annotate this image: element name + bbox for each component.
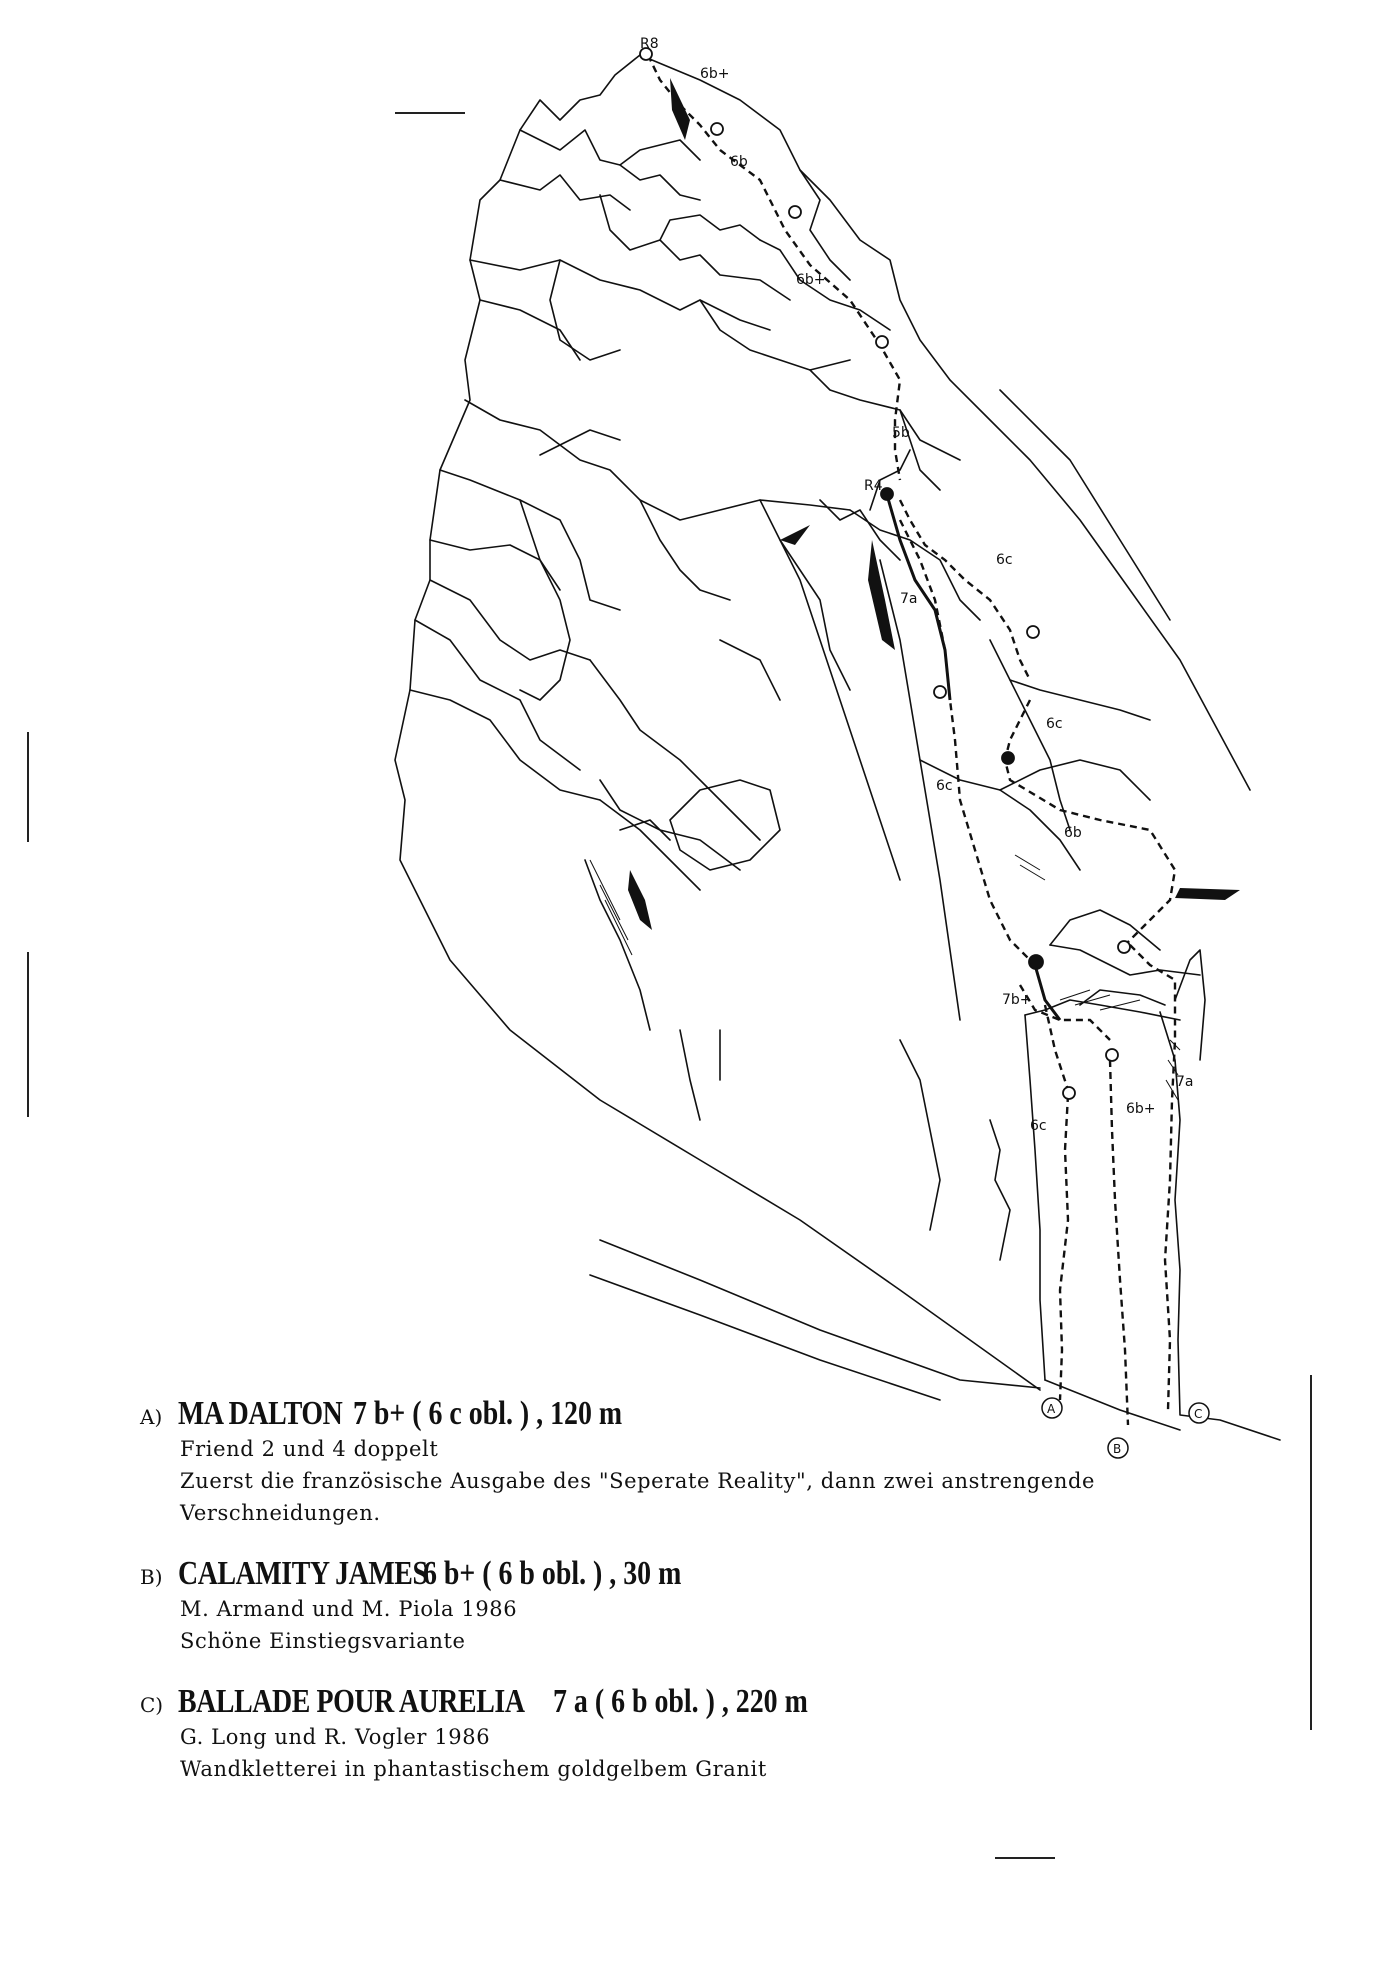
route-a xyxy=(140,1395,1220,1529)
route-b xyxy=(140,1555,1220,1657)
page-rule-right xyxy=(1310,1375,1312,1730)
grade-label: 5b xyxy=(892,425,910,441)
route-b-letter: B) xyxy=(140,1565,163,1589)
svg-text:A: A xyxy=(1047,1402,1056,1416)
grade-label: 6b+ xyxy=(1126,1101,1156,1117)
route-b-heading xyxy=(140,1555,1220,1593)
route-c-line-2: Wandkletterei in phantastischem goldgelbem Granit xyxy=(180,1757,767,1781)
route-b-grade: 6 b+ ( 6 b obl. ) , 30 m xyxy=(423,1555,682,1592)
grade-label: 6b xyxy=(1064,825,1082,841)
route-a-heading xyxy=(140,1395,1220,1433)
route-a-line-2: Zuerst die französische Ausgabe des "Seperate Reality", dann zwei anstrengende xyxy=(180,1469,1096,1493)
belay-stations xyxy=(640,48,1130,1099)
belay-label-r4: R4 xyxy=(864,478,883,494)
belay-label-r8: R8 xyxy=(640,36,659,52)
grade-label: 6b+ xyxy=(796,272,826,288)
route-a-name: MA DALTON xyxy=(178,1395,343,1432)
route-c-line-1: G. Long und R. Vogler 1986 xyxy=(180,1725,491,1749)
route-c xyxy=(140,1683,1220,1785)
grade-label: 7a xyxy=(900,591,918,607)
route-a-letter: A) xyxy=(140,1405,163,1429)
route-b-line-2: Schöne Einstiegsvariante xyxy=(180,1629,466,1653)
route-c-heading xyxy=(140,1683,1220,1721)
grade-label: 7b+ xyxy=(1002,992,1032,1008)
route-b-name: CALAMITY JAMES xyxy=(178,1555,428,1592)
page-rule-bottom xyxy=(995,1857,1055,1859)
route-b-line-1: M. Armand und M. Piola 1986 xyxy=(180,1597,518,1621)
route-a-grade: 7 b+ ( 6 c obl. ) , 120 m xyxy=(353,1395,623,1432)
route-7a-line xyxy=(887,495,1060,1020)
route-c-letter: C) xyxy=(140,1693,164,1717)
route-descriptions xyxy=(140,1395,1220,1811)
route-a-line-3: Verschneidungen. xyxy=(180,1501,381,1525)
grade-label: 6c xyxy=(996,552,1013,568)
grade-label: 6b xyxy=(730,154,748,170)
svg-text:C: C xyxy=(1194,1407,1203,1421)
hatch-details xyxy=(590,855,1180,1100)
rock-outline xyxy=(395,55,1280,1440)
crack-fills xyxy=(628,78,1240,930)
svg-text:B: B xyxy=(1113,1442,1122,1456)
route-c-name: BALLADE POUR AURELIA xyxy=(178,1683,525,1720)
grade-label: 6c xyxy=(1046,716,1063,732)
grade-label: 6c xyxy=(1030,1118,1047,1134)
grade-label: 7a xyxy=(1176,1074,1194,1090)
route-lines xyxy=(648,55,1175,1425)
grade-label: 6c xyxy=(936,778,953,794)
grade-label: 6b+ xyxy=(700,66,730,82)
route-c-grade: 7 a ( 6 b obl. ) , 220 m xyxy=(553,1683,808,1720)
route-a-line-1: Friend 2 und 4 doppelt xyxy=(180,1437,439,1461)
